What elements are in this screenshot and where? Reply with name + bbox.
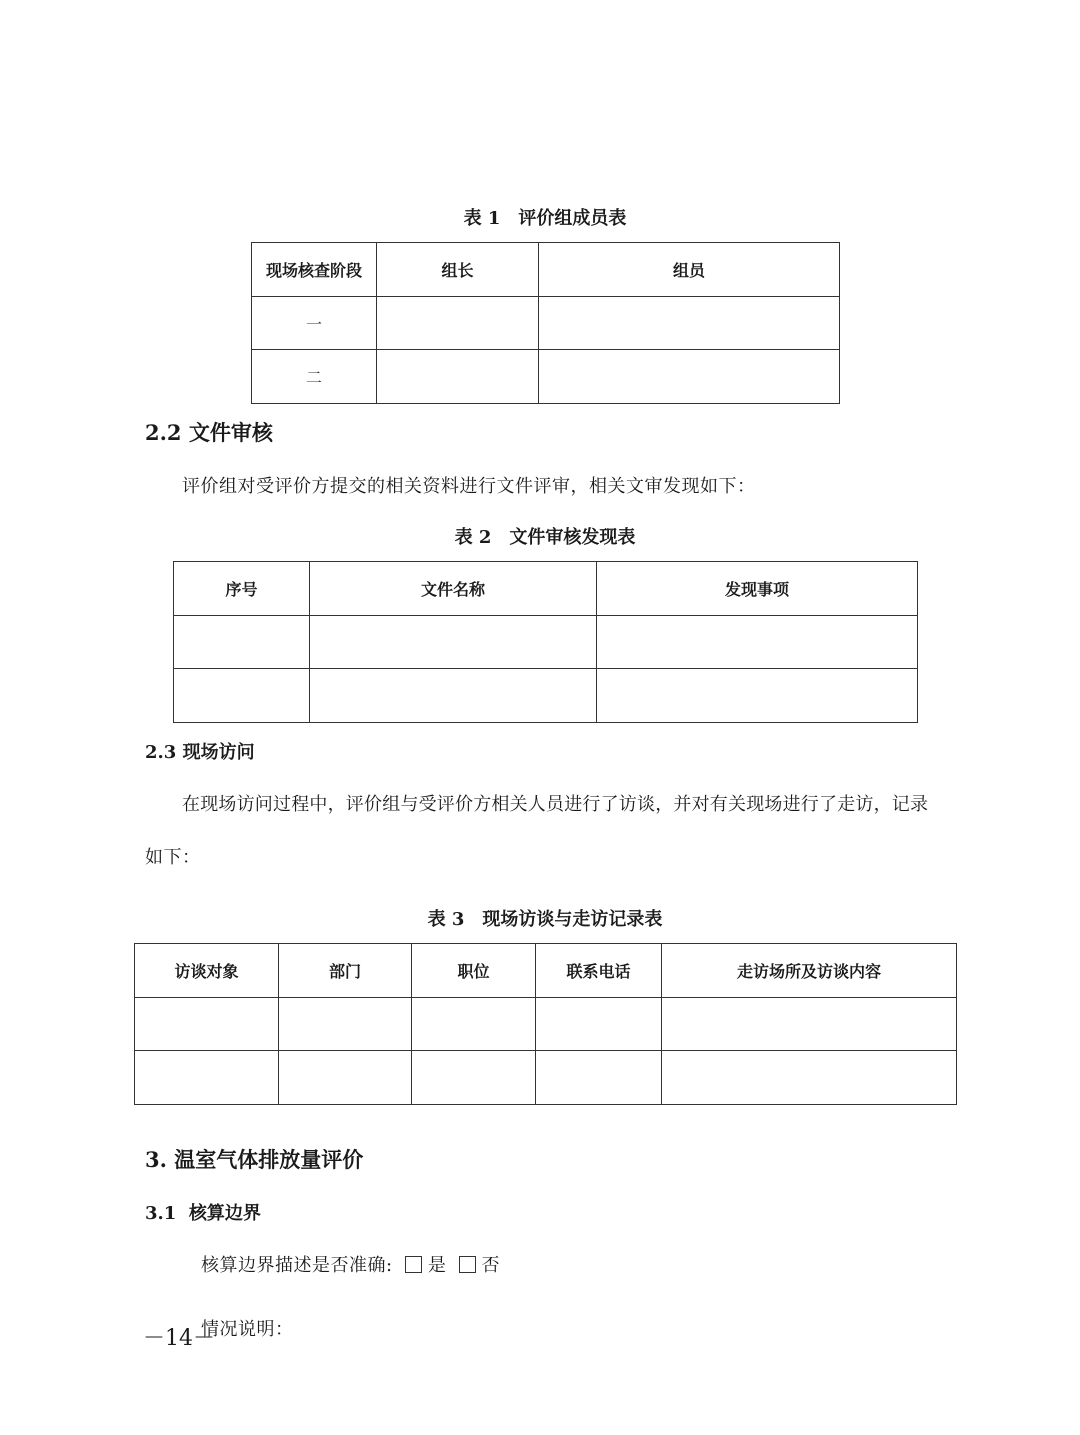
section-2-2-paragraph: 评价组对受评价方提交的相关资料进行文件评审，相关文审发现如下： xyxy=(182,476,756,497)
table1-cell xyxy=(539,350,840,404)
table2-header-file-name: 文件名称 xyxy=(310,562,597,616)
no-checkbox[interactable] xyxy=(459,1256,476,1273)
table3-cell xyxy=(279,998,412,1051)
table1-cell xyxy=(377,297,539,350)
page-number: －14－ xyxy=(143,1326,215,1351)
yes-option-label: 是 xyxy=(427,1255,447,1276)
table1-cell: 一 xyxy=(252,297,377,350)
yes-checkbox[interactable] xyxy=(405,1256,422,1273)
table-row xyxy=(252,350,840,404)
table-row xyxy=(135,1051,957,1105)
table3-header-position: 职位 xyxy=(412,944,536,998)
table3-header-department: 部门 xyxy=(279,944,412,998)
table3-cell xyxy=(536,1051,662,1105)
note-label: 情况说明： xyxy=(201,1319,294,1340)
section-2-3-title: 2.3 现场访问 xyxy=(145,742,255,763)
table1 xyxy=(251,242,840,404)
table-row xyxy=(174,616,918,669)
table2-cell xyxy=(174,616,310,669)
table1-cell: 二 xyxy=(252,350,377,404)
table3-cell xyxy=(412,998,536,1051)
boundary-question-row xyxy=(201,1251,500,1277)
table3-header-interviewee: 访谈对象 xyxy=(135,944,279,998)
no-option-label: 否 xyxy=(481,1255,501,1276)
table-row xyxy=(252,297,840,350)
table1-header-members: 组员 xyxy=(539,243,840,297)
table3-header-phone: 联系电话 xyxy=(536,944,662,998)
table2-cell xyxy=(174,669,310,723)
table3-cell xyxy=(135,1051,279,1105)
table2-cell xyxy=(597,616,918,669)
table-row xyxy=(135,998,957,1051)
boundary-question-label: 核算边界描述是否准确: xyxy=(201,1255,393,1276)
table2-cell xyxy=(310,669,597,723)
table2-header-findings: 发现事项 xyxy=(597,562,918,616)
section-2-3-paragraph-line2: 如下： xyxy=(145,847,201,868)
table3-cell xyxy=(662,1051,957,1105)
section-3-1-title: 3.1 核算边界 xyxy=(145,1203,261,1224)
table1-header-stage: 现场核查阶段 xyxy=(252,243,377,297)
table3-cell xyxy=(536,998,662,1051)
table1-cell xyxy=(539,297,840,350)
table3-cell xyxy=(135,998,279,1051)
table3 xyxy=(134,943,957,1105)
section-2-3-paragraph-line1: 在现场访问过程中，评价组与受评价方相关人员进行了访谈，并对有关现场进行了走访，记录 xyxy=(182,794,929,815)
section-2-2-title: 2.2 文件审核 xyxy=(145,420,273,445)
table1-cell xyxy=(377,350,539,404)
table2-caption: 表 2 文件审核发现表 xyxy=(454,527,636,548)
table3-cell xyxy=(662,998,957,1051)
table1-caption: 表 1 评价组成员表 xyxy=(463,208,627,229)
table2 xyxy=(173,561,918,723)
table1-header-leader: 组长 xyxy=(377,243,539,297)
table-row xyxy=(174,669,918,723)
section-3-title: 3. 温室气体排放量评价 xyxy=(145,1147,364,1172)
table2-cell xyxy=(597,669,918,723)
table3-caption: 表 3 现场访谈与走访记录表 xyxy=(427,909,663,930)
table3-header-visit-content: 走访场所及访谈内容 xyxy=(662,944,957,998)
table3-cell xyxy=(279,1051,412,1105)
table2-cell xyxy=(310,616,597,669)
table2-header-index: 序号 xyxy=(174,562,310,616)
table3-cell xyxy=(412,1051,536,1105)
